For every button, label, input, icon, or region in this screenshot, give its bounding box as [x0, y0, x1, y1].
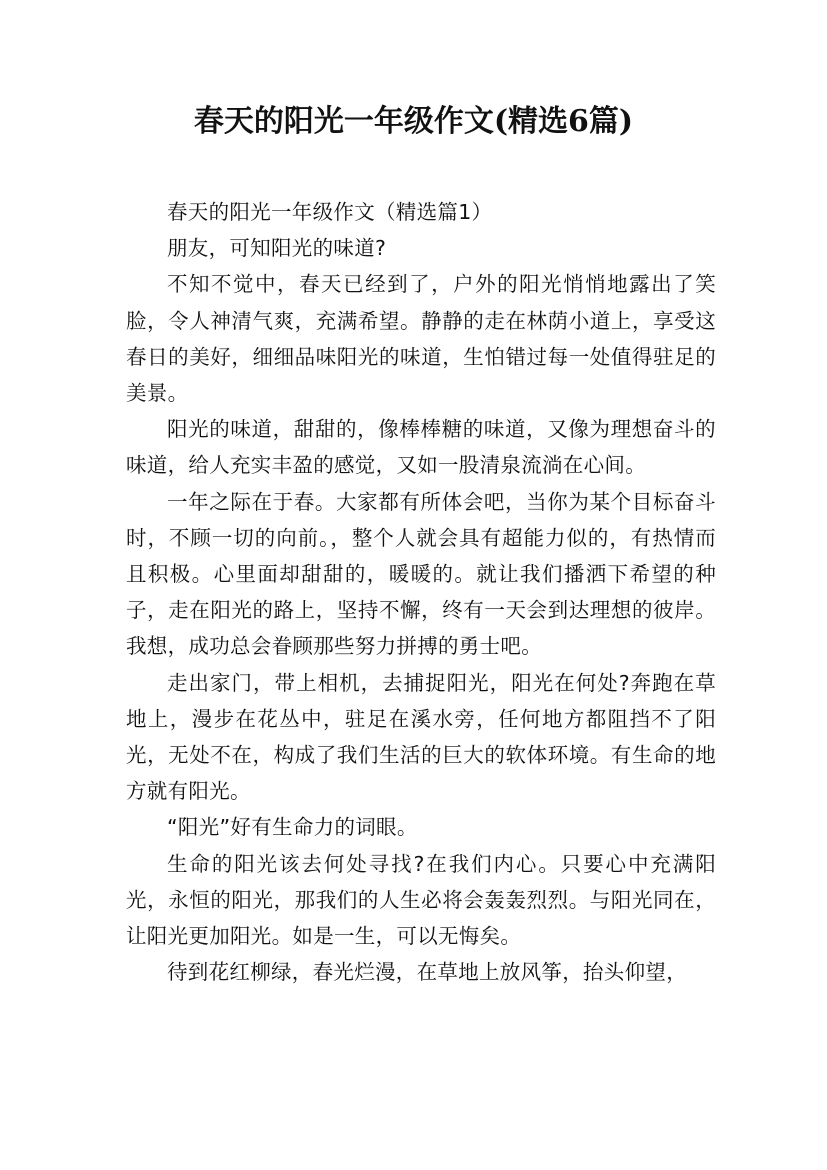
paragraph: 阳光的味道，甜甜的，像棒棒糖的味道，又像为理想奋斗的味道，给人充实丰盈的感觉，又如一股清泉流淌在心间。 — [126, 417, 716, 478]
paragraph: 走出家门，带上相机，去捕捉阳光，阳光在何处?奔跑在草地上，漫步在花丛中，驻足在溪水旁，任何地方都阻挡不了阳光，无处不在，构成了我们生活的巨大的软体环境。有生命的地方就有阳光。 — [126, 670, 716, 804]
paragraph: 一年之际在于春。大家都有所体会吧，当你为某个目标奋斗时，不顾一切的向前。，整个人就会具有超能力似的，有热情而且积极。心里面却甜甜的，暖暖的。就让我们播洒下希望的种子，走在阳光的路上，坚持不懈，终有一天会到达理想的彼岸。我想，成功总会眷顾那些努力拼搏的勇士吧。 — [126, 489, 716, 659]
paragraph: 不知不觉中，春天已经到了，户外的阳光悄悄地露出了笑脸，令人神清气爽，充满希望。静静的走在林荫小道上，享受这春日的美好，细细品味阳光的味道，生怕错过每一处值得驻足的美景。 — [126, 272, 716, 406]
document-title: 春天的阳光一年级作文(精选6篇) — [193, 104, 634, 139]
paragraph: 生命的阳光该去何处寻找?在我们内心。只要心中充满阳光，永恒的阳光，那我们的人生必将会轰轰烈烈。与阳光同在，让阳光更加阳光。如是一生，可以无悔矣。 — [126, 851, 716, 949]
section-heading: 春天的阳光一年级作文（精选篇1） — [167, 200, 493, 224]
paragraph: “阳光”好有生命力的词眼。 — [167, 815, 418, 840]
paragraph: 待到花红柳绿，春光烂漫，在草地上放风筝，抬头仰望， — [167, 960, 687, 985]
paragraph: 朋友，可知阳光的味道? — [167, 236, 387, 261]
document-body — [126, 194, 716, 990]
